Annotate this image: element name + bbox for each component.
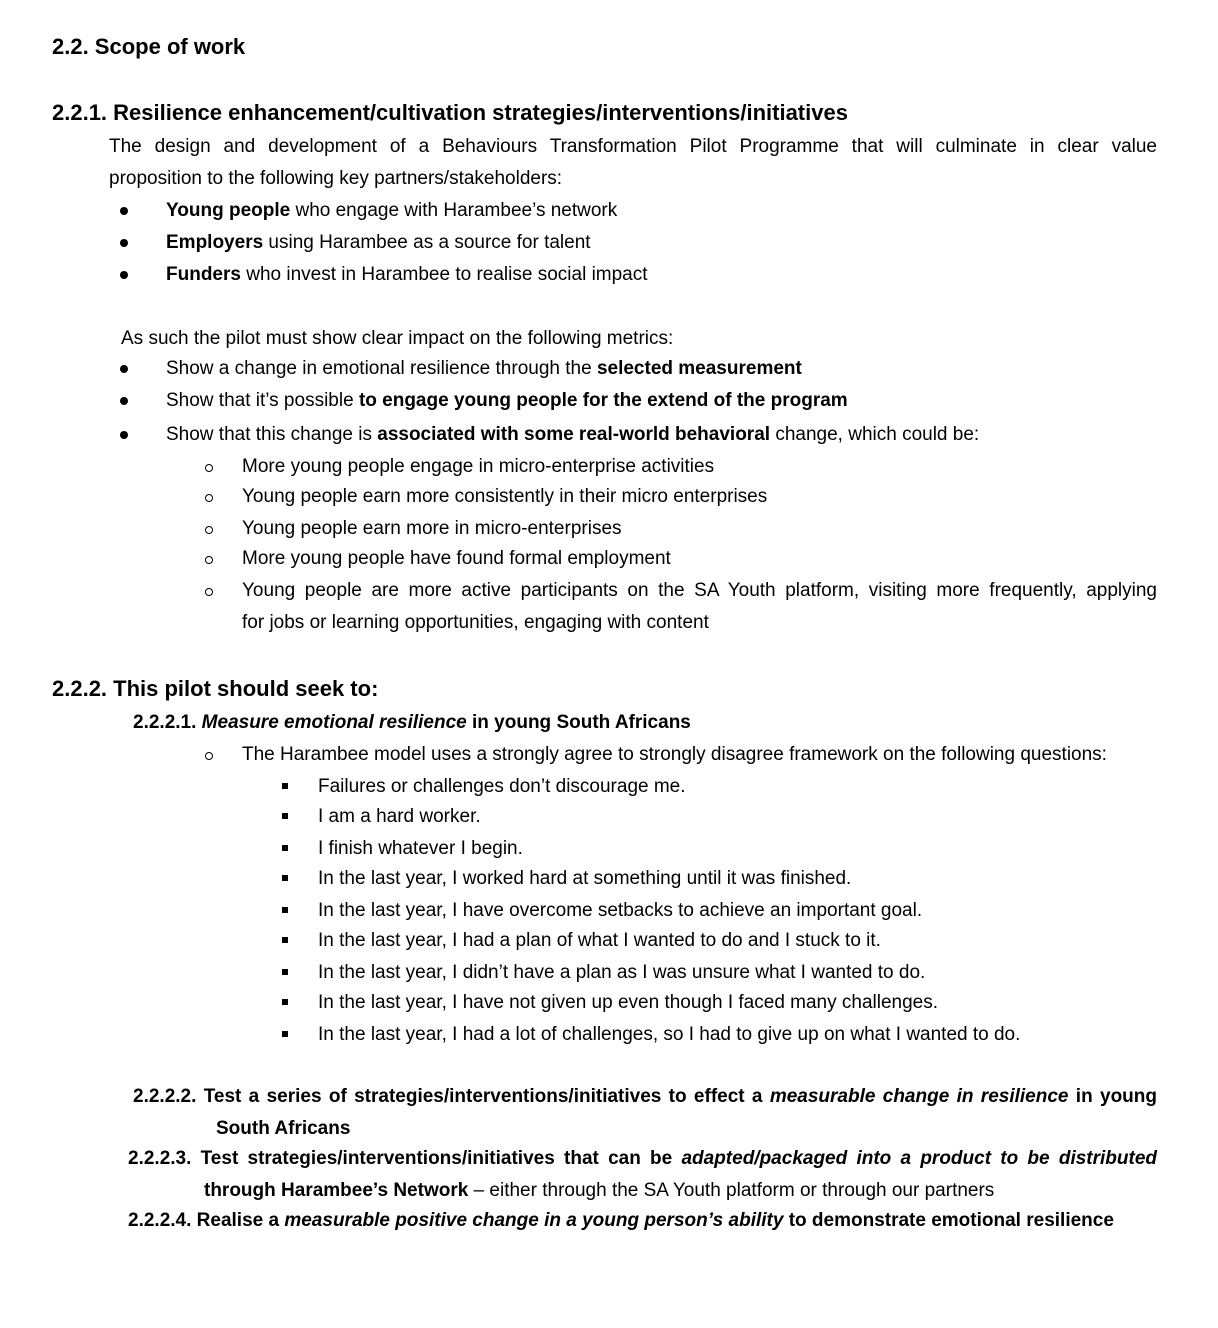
list-item: Young people are more active participants on the SA Youth platform, visiting more frequently, applying <box>242 580 1157 601</box>
heading-2-2-1: 2.2.1. Resilience enhancement/cultivation strategies/interventions/initiatives <box>52 100 848 125</box>
heading-2-2-2-2-continuation: South Africans <box>216 1118 351 1139</box>
list-item: I finish whatever I begin. <box>318 838 523 859</box>
list-item: In the last year, I had a lot of challenges, so I had to give up on what I wanted to do. <box>318 1024 1021 1045</box>
list-item: In the last year, I didn’t have a plan as I was unsure what I wanted to do. <box>318 962 926 983</box>
intro-line-2: proposition to the following key partners/stakeholders: <box>109 168 563 189</box>
intro-line-1: The design and development of a Behaviours Transformation Pilot Programme that will culminate in clear value <box>109 136 1157 157</box>
list-item-continuation: for jobs or learning opportunities, engaging with content <box>242 612 709 633</box>
circle-bullet-icon <box>205 494 213 502</box>
list-item: Show that it’s possible to engage young people for the extend of the program <box>166 390 848 411</box>
list-item: In the last year, I had a plan of what I wanted to do and I stuck to it. <box>318 930 881 951</box>
circle-bullet-icon <box>205 556 213 564</box>
list-item: Show that this change is associated with some real-world behavioral change, which could be: <box>166 424 980 445</box>
bullet-icon <box>120 239 128 247</box>
list-item: Young people earn more consistently in their micro enterprises <box>242 486 768 507</box>
square-bullet-icon <box>282 937 288 943</box>
square-bullet-icon <box>282 845 288 851</box>
list-item: Failures or challenges don’t discourage me. <box>318 776 686 797</box>
bullet-icon <box>120 397 128 405</box>
circle-bullet-icon <box>205 752 213 760</box>
heading-2-2-2: 2.2.2. This pilot should seek to: <box>52 676 379 701</box>
heading-2-2-2-4: 2.2.2.4. Realise a measurable positive change in a young person’s ability to demonstrate emotional resilience <box>128 1210 1114 1231</box>
list-item: In the last year, I worked hard at something until it was finished. <box>318 868 852 889</box>
heading-2-2-2-1: 2.2.2.1. Measure emotional resilience in young South Africans <box>133 712 691 733</box>
framework-text: The Harambee model uses a strongly agree to strongly disagree framework on the following questions: <box>242 744 1107 765</box>
square-bullet-icon <box>282 969 288 975</box>
metrics-intro: As such the pilot must show clear impact on the following metrics: <box>121 328 674 349</box>
bullet-icon <box>120 207 128 215</box>
list-item: Young people who engage with Harambee’s network <box>166 200 618 221</box>
list-item: Employers using Harambee as a source for talent <box>166 232 591 253</box>
heading-2-2-2-3: 2.2.2.3. Test strategies/interventions/initiatives that can be adapted/packaged into a product to be distributed <box>128 1148 1157 1169</box>
bullet-icon <box>120 271 128 279</box>
bullet-icon <box>120 365 128 373</box>
square-bullet-icon <box>282 813 288 819</box>
circle-bullet-icon <box>205 588 213 596</box>
list-item: I am a hard worker. <box>318 806 481 827</box>
list-item: Funders who invest in Harambee to realise social impact <box>166 264 648 285</box>
circle-bullet-icon <box>205 464 213 472</box>
list-item: In the last year, I have overcome setbacks to achieve an important goal. <box>318 900 923 921</box>
circle-bullet-icon <box>205 526 213 534</box>
square-bullet-icon <box>282 783 288 789</box>
bullet-icon <box>120 431 128 439</box>
square-bullet-icon <box>282 907 288 913</box>
list-item: More young people engage in micro-enterprise activities <box>242 456 715 477</box>
heading-2-2-2-2: 2.2.2.2. Test a series of strategies/interventions/initiatives to effect a measurable change in resilience in young <box>133 1086 1158 1107</box>
heading-2-2-2-3-continuation: through Harambee’s Network – either through the SA Youth platform or through our partners <box>204 1180 995 1201</box>
square-bullet-icon <box>282 999 288 1005</box>
list-item: Show a change in emotional resilience through the selected measurement <box>166 358 802 379</box>
square-bullet-icon <box>282 875 288 881</box>
list-item: In the last year, I have not given up even though I faced many challenges. <box>318 992 939 1013</box>
list-item: More young people have found formal employment <box>242 548 671 569</box>
heading-scope-of-work: 2.2. Scope of work <box>52 34 246 59</box>
square-bullet-icon <box>282 1031 288 1037</box>
list-item: Young people earn more in micro-enterprises <box>242 518 622 539</box>
